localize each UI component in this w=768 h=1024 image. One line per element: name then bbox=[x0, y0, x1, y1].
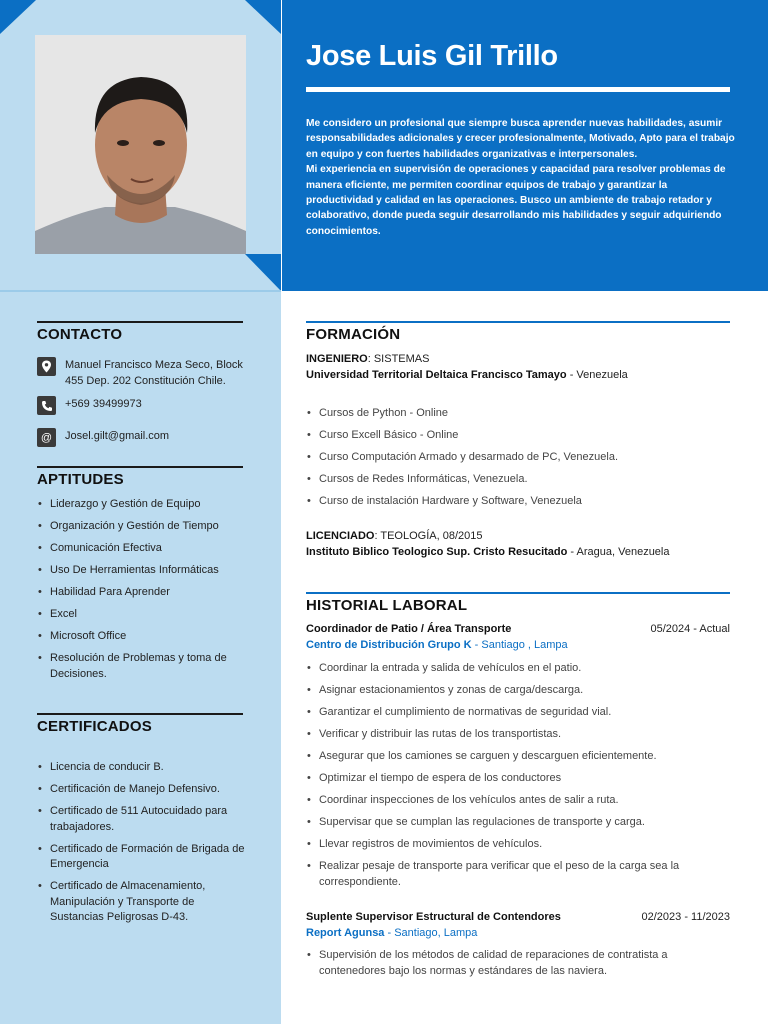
list-item: • Organización y Gestión de Tiempo bbox=[37, 519, 247, 535]
degree-value: : TEOLOGÍA, 08/2015 bbox=[374, 530, 483, 542]
certificates-rule bbox=[37, 713, 243, 715]
work-rule bbox=[306, 592, 730, 594]
list-item: • Uso De Herramientas Informáticas bbox=[37, 563, 247, 579]
job-tasks-list bbox=[306, 661, 736, 890]
degree-line bbox=[306, 352, 429, 367]
school-name: Universidad Territorial Deltaica Francisco Tamayo bbox=[306, 369, 567, 381]
list-item: • Verificar y distribuir las rutas de los transportistas. bbox=[306, 727, 736, 743]
list-item: • Curso Computación Armado y desarmado de PC, Venezuela. bbox=[306, 450, 736, 466]
summary-paragraph: Mi experiencia en supervisión de operaciones y capacidad para resolver problemas de manera eficiente, me permiten coordinar equipos de trabajo y garantizar la productividad y calidad en las operaciones. Busco un ambiente de trabajo retador y colaborativo, donde pueda seguir desarrollando mis habilidades y seguir adquiriendo conocimientos. bbox=[306, 164, 726, 237]
school-line bbox=[306, 368, 628, 383]
job-company-line bbox=[306, 638, 568, 653]
address-text: Manuel Francisco Meza Seco, Block 455 Dep. 202 Constitución Chile. bbox=[65, 359, 243, 387]
skills-list bbox=[37, 497, 247, 682]
job-place: - Santiago , Lampa bbox=[471, 639, 568, 651]
list-item: • Supervisar que se cumplan las regulaciones de transporte y carga. bbox=[306, 815, 736, 831]
courses-list bbox=[306, 406, 736, 510]
job-dates: 05/2024 - Actual bbox=[650, 623, 730, 635]
contact-email bbox=[37, 428, 250, 447]
school-place: - Aragua, Venezuela bbox=[567, 546, 670, 558]
work-title: HISTORIAL LABORAL bbox=[306, 597, 468, 614]
school-line bbox=[306, 545, 670, 560]
list-item: • Habilidad Para Aprender bbox=[37, 585, 247, 601]
job-company: Report Agunsa bbox=[306, 927, 385, 939]
list-item: • Llevar registros de movimientos de vehículos. bbox=[306, 837, 736, 853]
education-rule bbox=[306, 321, 730, 323]
contact-rule bbox=[37, 321, 243, 323]
phone-icon bbox=[37, 396, 56, 415]
degree-label: INGENIERO bbox=[306, 353, 368, 365]
job-role: Coordinador de Patio / Área Transporte bbox=[306, 623, 512, 635]
candidate-name: Jose Luis Gil Trillo bbox=[306, 40, 558, 72]
summary-paragraph: Me considero un profesional que siempre busca aprender nuevas habilidades, asumir responsabilidades adicionales y crecer profesionalmente, Motivado, Apto para el trabajo en equipo y con fuertes habilidades organizativas e interpersonales. bbox=[306, 118, 735, 160]
school-place: - Venezuela bbox=[566, 369, 628, 381]
skills-title: APTITUDES bbox=[37, 471, 124, 488]
list-item: • Asegurar que los camiones se carguen y descarguen eficientemente. bbox=[306, 749, 736, 765]
job-company: Centro de Distribución Grupo K bbox=[306, 639, 472, 651]
degree-label: LICENCIADO bbox=[306, 530, 375, 542]
list-item: • Resolución de Problemas y toma de Decisiones. bbox=[37, 651, 247, 682]
list-item: • Certificado de Formación de Brigada de Emergencia bbox=[37, 842, 247, 873]
phone-text: +569 39499973 bbox=[65, 398, 142, 410]
list-item: • Comunicación Efectiva bbox=[37, 541, 247, 557]
list-item: • Coordinar inspecciones de los vehículos antes de salir a ruta. bbox=[306, 793, 736, 809]
list-item: • Asignar estacionamientos y zonas de carga/descarga. bbox=[306, 683, 736, 699]
profile-photo bbox=[35, 35, 246, 254]
email-text[interactable]: Josel.gilt@gmail.com bbox=[65, 430, 170, 442]
contact-address bbox=[37, 357, 250, 389]
list-item: • Supervisión de los métodos de calidad de reparaciones de contratista a contenedores bajo los normas y estándares de las naviera. bbox=[306, 948, 736, 979]
list-item: • Curso de instalación Hardware y Software, Venezuela bbox=[306, 494, 736, 510]
contact-phone bbox=[37, 396, 250, 415]
contact-title: CONTACTO bbox=[37, 326, 123, 343]
education-title: FORMACIÓN bbox=[306, 326, 401, 343]
school-name: Instituto Biblico Teologico Sup. Cristo Resucitado bbox=[306, 546, 568, 558]
degree-value: : SISTEMAS bbox=[367, 353, 430, 365]
name-underline bbox=[306, 87, 730, 92]
list-item: • Certificación de Manejo Defensivo. bbox=[37, 782, 247, 798]
list-item: • Certificado de Almacenamiento, Manipulación y Transporte de Sustancias Peligrosas D-43. bbox=[37, 879, 247, 926]
list-item: • Cursos de Python - Online bbox=[306, 406, 736, 422]
list-item: • Realizar pesaje de transporte para verificar que el peso de la carga sea la correspondiente. bbox=[306, 859, 736, 890]
list-item: • Curso Excell Básico - Online bbox=[306, 428, 736, 444]
list-item: • Liderazgo y Gestión de Equipo bbox=[37, 497, 247, 513]
degree-line bbox=[306, 529, 482, 544]
job-tasks-list bbox=[306, 948, 736, 979]
job-role: Suplente Supervisor Estructural de Contendores bbox=[306, 911, 561, 923]
list-item: • Coordinar la entrada y salida de vehículos en el patio. bbox=[306, 661, 736, 677]
job-company-line bbox=[306, 926, 477, 941]
list-item: • Garantizar el cumplimiento de normativas de seguridad vial. bbox=[306, 705, 736, 721]
job-place: - Santiago, Lampa bbox=[384, 927, 478, 939]
job-dates: 02/2023 - 11/2023 bbox=[641, 911, 730, 923]
header-divider bbox=[0, 290, 281, 292]
skills-rule bbox=[37, 466, 243, 468]
list-item: • Optimizar el tiempo de espera de los conductores bbox=[306, 771, 736, 787]
at-icon: @ bbox=[37, 428, 56, 447]
location-icon bbox=[37, 357, 56, 376]
list-item: • Excel bbox=[37, 607, 247, 623]
list-item: • Microsoft Office bbox=[37, 629, 247, 645]
profile-summary bbox=[306, 116, 736, 239]
list-item: • Certificado de 511 Autocuidado para trabajadores. bbox=[37, 804, 247, 835]
certificates-title: CERTIFICADOS bbox=[37, 718, 152, 735]
list-item: • Cursos de Redes Informáticas, Venezuela. bbox=[306, 472, 736, 488]
list-item: • Licencia de conducir B. bbox=[37, 760, 247, 776]
certificates-list bbox=[37, 760, 247, 926]
